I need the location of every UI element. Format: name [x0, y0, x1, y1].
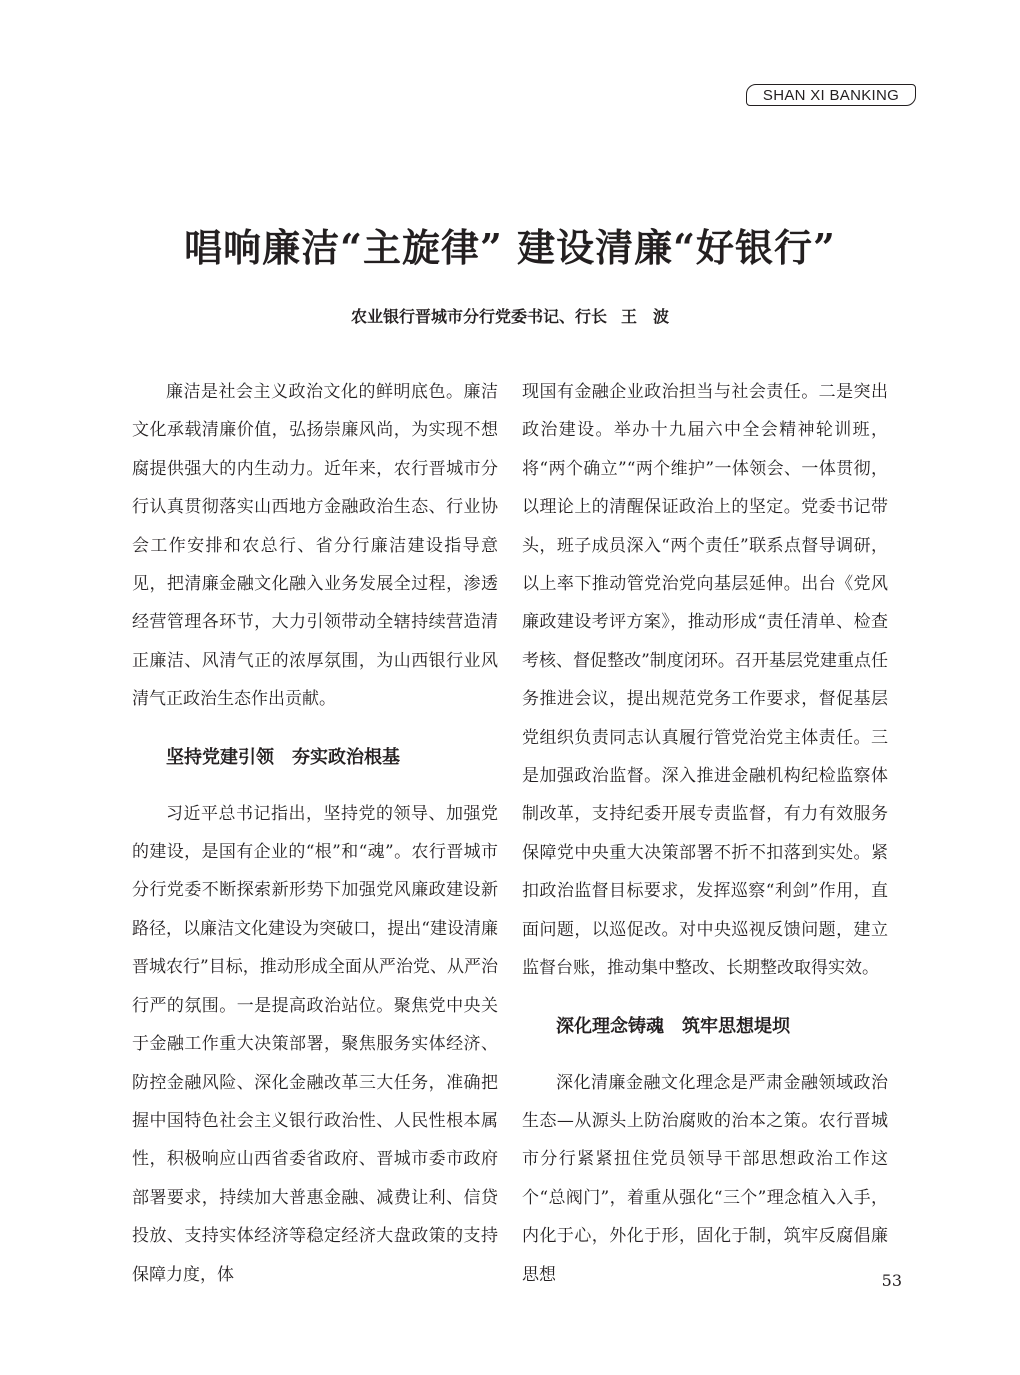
article-title: 唱响廉洁“主旋律” 建设清廉“好银行”	[184, 225, 836, 270]
section-heading-party-building: 坚持党建引领 夯实政治根基	[166, 746, 400, 768]
right-column	[522, 373, 888, 1294]
intro-paragraph: 廉洁是社会主义政治文化的鲜明底色。廉洁文化承载清廉价值，弘扬崇廉风尚，为实现不想腐提供强大的内生动力。近年来，农行晋城市分行认真贯彻落实山西地方金融政治生态、行业协会工作安排和农总行、省分行廉洁建设指导意见，把清廉金融文化融入业务发展全过程，渗透经营管理各环节，大力引领带动全辖持续营造清正廉洁、风清气正的浓厚氛围，为山西银行业风清气正政治生态作出贡献。	[132, 382, 498, 710]
continued-paragraph: 现国有金融企业政治担当与社会责任。二是突出政治建设。举办十九届六中全会精神轮训班，将“两个确立”“两个维护”一体领会、一体贯彻，以理论上的清醒保证政治上的坚定。党委书记带头，班子成员深入“两个责任”联系点督导调研，以上率下推动管党治党向基层延伸。出台《党风廉政建设考评方案》，推动形成“责任清单、检查考核、督促整改”制度闭环。召开基层党建重点任务推进会议，提出规范党务工作要求，督促基层党组织负责同志认真履行管党治党主体责任。三是加强政治监督。深入推进金融机构纪检监察体制改革，支持纪委开展专责监督，有力有效服务保障党中央重大决策部署不折不扣落到实处。紧扣政治监督目标要求，发挥巡察“利剑”作用，直面问题，以巡促改。对中央巡视反馈问题，建立监督台账，推动集中整改、长期整改取得实效。	[522, 382, 888, 979]
section-paragraph-ideology: 深化清廉金融文化理念是严肃金融领域政治生态—从源头上防治腐败的治本之策。农行晋城市分行紧紧扭住党员领导干部思想政治工作这个“总阀门”，着重从强化“三个”理念植入入手，内化于心，外化于形，固化于制，筑牢反腐倡廉思想	[522, 1072, 888, 1285]
author-name: 王 波	[621, 307, 670, 326]
article-byline	[0, 304, 1020, 330]
section-paragraph-party-building: 习近平总书记指出，坚持党的领导、加强党的建设，是国有企业的“根”和“魂”。农行晋城市分行党委不断探索新形势下加强党风廉政建设新路径，以廉洁文化建设为突破口，提出“建设清廉晋城农行”目标，推动形成全面从严治党、从严治行严的氛围。一是提高政治站位。聚焦党中央关于金融工作重大决策部署，聚焦服务实体经济、防控金融风险、深化金融改革三大任务，准确把握中国特色社会主义银行政治性、人民性根本属性，积极响应山西省委省政府、晋城市委市政府部署要求，持续加大普惠金融、减费让利、信贷投放、支持实体经济等稳定经济大盘政策的支持保障力度，体	[132, 803, 498, 1285]
author-role: 农业银行晋城市分行党委书记、行长	[350, 307, 607, 326]
journal-header-tag: SHAN XI BANKING	[746, 84, 916, 106]
left-column	[132, 373, 498, 1294]
section-heading-ideology: 深化理念铸魂 筑牢思想堤坝	[556, 1015, 790, 1037]
page-number: 53	[881, 1271, 902, 1290]
